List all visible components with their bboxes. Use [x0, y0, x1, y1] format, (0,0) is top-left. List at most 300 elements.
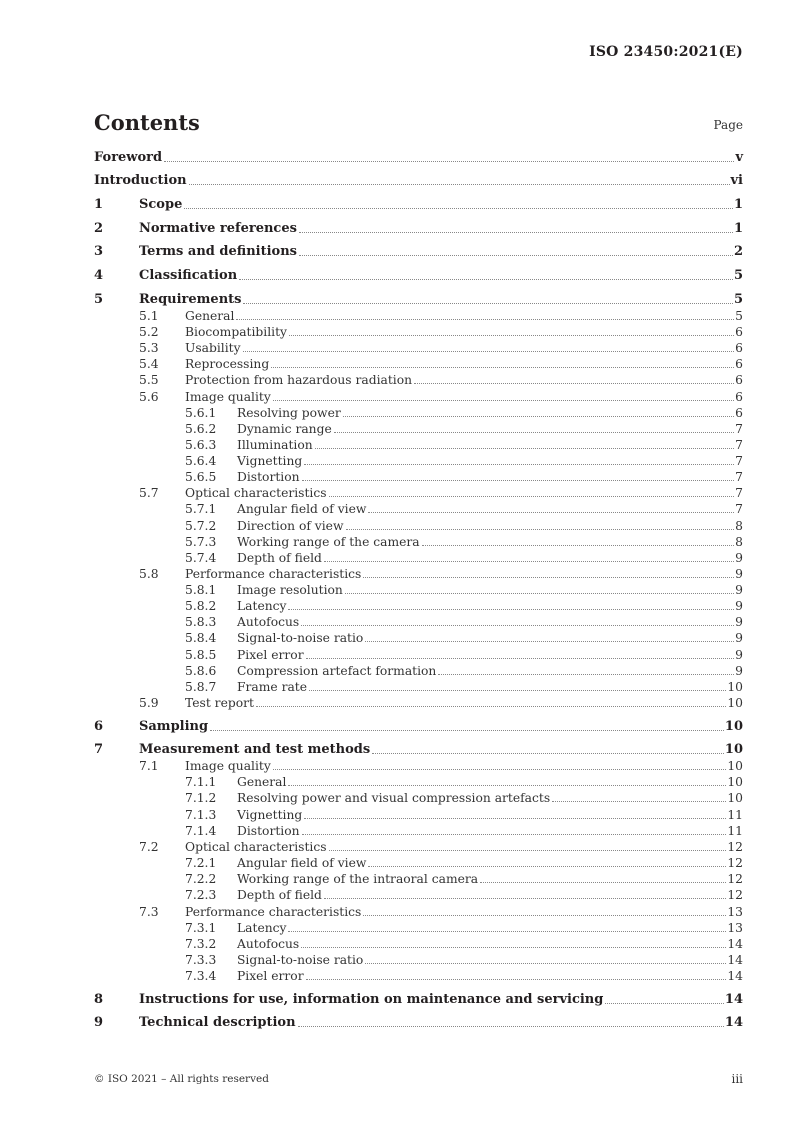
toc-entry-leader-line	[237, 534, 743, 550]
toc-entry-leader-line	[237, 469, 743, 485]
toc-entry-title[interactable]: Frame rate	[237, 680, 308, 694]
dot-leader	[306, 657, 735, 659]
footer-copyright: © ISO 2021 – All rights reserved	[94, 1073, 269, 1085]
toc-entry-number: 5.8.6	[185, 664, 217, 678]
dot-leader	[363, 914, 726, 916]
toc-entry-title[interactable]: Usability	[185, 341, 241, 355]
toc-entry[interactable]	[0, 614, 793, 630]
toc-entry-leader-line	[185, 758, 743, 774]
dot-leader	[289, 334, 734, 336]
toc-entry-number: 7.2.2	[185, 872, 217, 886]
toc-entry-page[interactable]: 9	[735, 599, 743, 613]
toc-entry-number: 5.6.1	[185, 406, 217, 420]
toc-entry-leader-line	[139, 992, 743, 1008]
document-id: ISO 23450:2021(E)	[589, 44, 743, 60]
toc-entry[interactable]	[0, 758, 793, 774]
toc-entry-title[interactable]: Signal-to-noise ratio	[237, 953, 364, 967]
toc-entry-title[interactable]: Distortion	[237, 824, 300, 838]
toc-entry-number: 7.2.1	[185, 856, 217, 870]
toc-entry-leader-line	[237, 598, 743, 614]
toc-entry-page[interactable]: vi	[730, 173, 743, 188]
dot-leader	[414, 382, 734, 384]
toc-entry-page[interactable]: 11	[727, 824, 743, 838]
toc-entry-title[interactable]: Instructions for use, information on maintenance and servicing	[139, 992, 604, 1007]
toc-entry[interactable]	[0, 221, 793, 237]
toc-entry-number: 7.3.2	[185, 937, 217, 951]
dot-leader	[304, 463, 734, 465]
toc-entry-number: 5.7.4	[185, 551, 217, 565]
toc-entry-title[interactable]: Distortion	[237, 470, 300, 484]
toc-entry-leader-line	[185, 839, 743, 855]
toc-entry-page[interactable]: 5	[733, 268, 743, 283]
toc-entry-number: 5.6.4	[185, 454, 217, 468]
toc-entry-number: 7.3.1	[185, 921, 217, 935]
toc-entry-number: 7.3	[139, 905, 159, 919]
toc-entry-number: 9	[94, 1015, 104, 1030]
toc-entry-leader-line	[237, 855, 743, 871]
toc-entry-title[interactable]: Reprocessing	[185, 357, 270, 371]
toc-entry-leader-line	[139, 244, 743, 260]
toc-entry-number: 5	[94, 292, 104, 307]
toc-entry[interactable]	[0, 630, 793, 646]
toc-entry[interactable]	[0, 518, 793, 534]
toc-entry[interactable]	[0, 437, 793, 453]
toc-entry-leader-line	[139, 1015, 743, 1031]
toc-entry-title[interactable]: Latency	[237, 921, 287, 935]
toc-entry-number: 7.2.3	[185, 888, 217, 902]
dot-leader	[309, 689, 726, 691]
toc-entry-page[interactable]: 14	[724, 992, 743, 1007]
toc-entry-number: 5.8.2	[185, 599, 217, 613]
toc-entry[interactable]	[0, 268, 793, 284]
toc-entry-number: 5.8	[139, 567, 159, 581]
toc-entry[interactable]	[0, 324, 793, 340]
toc-entry-page[interactable]: 7	[735, 422, 743, 436]
toc-entry-title[interactable]: Foreword	[94, 150, 163, 165]
toc-entry-number: 5.7.2	[185, 519, 217, 533]
toc-entry-title[interactable]: Vignetting	[237, 454, 303, 468]
toc-entry-page[interactable]: 12	[727, 840, 743, 854]
dot-leader	[288, 784, 726, 786]
toc-entry[interactable]	[0, 244, 793, 260]
dot-leader	[315, 447, 734, 449]
toc-entry[interactable]	[0, 340, 793, 356]
toc-entry-leader-line	[185, 566, 743, 582]
toc-entry-title[interactable]: Technical description	[139, 1015, 296, 1030]
toc-entry[interactable]	[0, 356, 793, 372]
toc-entry[interactable]	[0, 405, 793, 421]
dot-leader	[243, 302, 732, 304]
toc-entry-leader-line	[139, 292, 743, 308]
toc-entry-leader-line	[94, 173, 743, 189]
toc-entry-number: 5.3	[139, 341, 159, 355]
toc-entry[interactable]	[0, 663, 793, 679]
toc-entry-page[interactable]: 6	[735, 406, 743, 420]
toc-entry[interactable]	[0, 904, 793, 920]
toc-entry-leader-line	[139, 742, 743, 758]
toc-entry-page[interactable]: 11	[727, 808, 743, 822]
toc-entry-page[interactable]: 9	[735, 567, 743, 581]
dot-leader	[306, 978, 727, 980]
toc-entry-leader-line	[237, 871, 743, 887]
toc-entry-page[interactable]: 6	[735, 341, 743, 355]
toc-entry-number: 8	[94, 992, 104, 1007]
toc-entry-number: 5.8.5	[185, 648, 217, 662]
toc-entry-number: 7.1.4	[185, 824, 217, 838]
toc-entry-title[interactable]: Image resolution	[237, 583, 343, 597]
dot-leader	[334, 431, 734, 433]
toc-entry-number: 5.4	[139, 357, 159, 371]
toc-entry-page[interactable]: 10	[727, 791, 743, 805]
toc-entry-number: 1	[94, 197, 104, 212]
dot-leader	[372, 752, 724, 754]
dot-leader	[288, 608, 734, 610]
dot-leader	[236, 318, 734, 320]
toc-entry-leader-line	[139, 268, 743, 284]
toc-entry-leader-line	[237, 920, 743, 936]
toc-entry-leader-line	[185, 340, 743, 356]
dot-leader	[324, 897, 726, 899]
toc-entry-leader-line	[237, 968, 743, 984]
toc-entry-number: 5.7	[139, 486, 159, 500]
dot-leader	[184, 207, 733, 209]
toc-entry-title[interactable]: Classification	[139, 268, 238, 283]
toc-entry[interactable]	[0, 501, 793, 517]
toc-entry-number: 5.6.3	[185, 438, 217, 452]
toc-entry-page[interactable]: 1	[733, 197, 743, 212]
toc-entry-title[interactable]: Direction of view	[237, 519, 344, 533]
dot-leader	[365, 640, 734, 642]
toc-entry-leader-line	[237, 952, 743, 968]
toc-entry[interactable]	[0, 566, 793, 582]
toc-entry-leader-line	[237, 679, 743, 695]
toc-entry-title[interactable]: Autofocus	[237, 615, 300, 629]
toc-entry[interactable]	[0, 774, 793, 790]
toc-entry-title[interactable]: Pixel error	[237, 969, 304, 983]
toc-entry-title[interactable]: Scope	[139, 197, 183, 212]
toc-entry-number: 4	[94, 268, 104, 283]
toc-entry-title[interactable]: Performance characteristics	[185, 905, 362, 919]
toc-entry-number: 2	[94, 221, 104, 236]
toc-entry-page[interactable]: 2	[733, 244, 743, 259]
toc-entry[interactable]	[0, 421, 793, 437]
toc-entry[interactable]	[0, 372, 793, 388]
toc-entry-number: 5.7.3	[185, 535, 217, 549]
toc-entry[interactable]	[0, 839, 793, 855]
toc-entry-title[interactable]: Resolving power	[237, 406, 341, 420]
toc-entry[interactable]	[0, 647, 793, 663]
toc-entry-page[interactable]: 5	[733, 292, 743, 307]
dot-leader	[422, 544, 735, 546]
toc-entry[interactable]	[0, 150, 793, 166]
toc-entry[interactable]	[0, 807, 793, 823]
dot-leader	[302, 833, 727, 835]
toc-entry-page[interactable]: 1	[733, 221, 743, 236]
toc-entry-leader-line	[237, 614, 743, 630]
toc-entry-page[interactable]: 7	[735, 502, 743, 516]
toc-entry[interactable]	[0, 742, 793, 758]
toc-entry-leader-line	[237, 405, 743, 421]
toc-entry-title[interactable]: Depth of field	[237, 888, 322, 902]
toc-entry-leader-line	[237, 453, 743, 469]
dot-leader	[239, 278, 733, 280]
toc-entry-title[interactable]: Dynamic range	[237, 422, 332, 436]
toc-entry-number: 5.9	[139, 696, 159, 710]
toc-entry-page[interactable]: 10	[727, 696, 743, 710]
toc-entry-leader-line	[237, 421, 743, 437]
dot-leader	[302, 479, 735, 481]
toc-entry-leader-line	[237, 790, 743, 806]
toc-entry-number: 7.2	[139, 840, 159, 854]
toc-entry-page[interactable]: 6	[735, 373, 743, 387]
dot-leader	[368, 865, 726, 867]
toc-entry-page[interactable]: 14	[724, 1015, 743, 1030]
toc-entry-leader-line	[185, 324, 743, 340]
toc-entry-page[interactable]: 8	[735, 535, 743, 549]
toc-entry-page[interactable]: 10	[727, 680, 743, 694]
toc-entry-number: 3	[94, 244, 104, 259]
toc-entry[interactable]	[0, 308, 793, 324]
toc-entry-leader-line	[237, 518, 743, 534]
dot-leader	[329, 849, 727, 851]
toc-entry-number: 7.1.2	[185, 791, 217, 805]
toc-entry-leader-line	[237, 437, 743, 453]
toc-entry-leader-line	[237, 774, 743, 790]
toc-entry-number: 5.1	[139, 309, 159, 323]
toc-entry-title[interactable]: Performance characteristics	[185, 567, 362, 581]
toc-entry-number: 7.1	[139, 759, 159, 773]
toc-entry-page[interactable]: 7	[735, 438, 743, 452]
toc-entry-page[interactable]: 14	[727, 953, 743, 967]
dot-leader	[329, 495, 735, 497]
toc-entry-leader-line	[185, 372, 743, 388]
toc-entry-page[interactable]: 12	[727, 872, 743, 886]
toc-entry-number: 7.3.4	[185, 969, 217, 983]
toc-entry-page[interactable]: 9	[735, 631, 743, 645]
toc-entry-title[interactable]: General	[237, 775, 287, 789]
dot-leader	[301, 946, 726, 948]
toc-entry-leader-line	[185, 485, 743, 501]
dot-leader	[273, 768, 727, 770]
toc-entry[interactable]	[0, 790, 793, 806]
dot-leader	[345, 592, 734, 594]
toc-entry[interactable]	[0, 936, 793, 952]
toc-entry[interactable]	[0, 197, 793, 213]
page-column-label: Page	[713, 118, 743, 132]
toc-entry-title[interactable]: Signal-to-noise ratio	[237, 631, 364, 645]
toc-entry-number: 5.6.5	[185, 470, 217, 484]
toc-entry[interactable]	[0, 952, 793, 968]
toc-entry-page[interactable]: 10	[724, 719, 743, 734]
toc-entry-page[interactable]: 6	[735, 390, 743, 404]
toc-entry-leader-line	[237, 647, 743, 663]
toc-entry-page[interactable]: 9	[735, 648, 743, 662]
dot-leader	[210, 729, 724, 731]
toc-entry-title[interactable]: Working range of the camera	[237, 535, 420, 549]
toc-entry-title[interactable]: Terms and definitions	[139, 244, 297, 259]
toc-entry-title[interactable]: Image quality	[185, 759, 271, 773]
toc-entry-title[interactable]: Optical characteristics	[185, 840, 327, 854]
toc-entry-page[interactable]: 6	[735, 325, 743, 339]
footer-page-number: iii	[731, 1072, 743, 1086]
dot-leader	[365, 962, 726, 964]
toc-entry-number: 7.1.1	[185, 775, 217, 789]
dot-leader	[552, 800, 726, 802]
dot-leader	[298, 1025, 724, 1027]
toc-entry-title[interactable]: Optical characteristics	[185, 486, 327, 500]
toc-entry-leader-line	[185, 904, 743, 920]
dot-leader	[346, 528, 735, 530]
toc-entry[interactable]	[0, 887, 793, 903]
toc-entry[interactable]	[0, 992, 793, 1008]
toc-entry[interactable]	[0, 920, 793, 936]
toc-entry-title[interactable]: General	[185, 309, 235, 323]
toc-entry[interactable]	[0, 679, 793, 695]
toc-entry-title[interactable]: Image quality	[185, 390, 271, 404]
toc-entry-leader-line	[237, 823, 743, 839]
toc-entry[interactable]	[0, 968, 793, 984]
dot-leader	[189, 183, 730, 185]
toc-entry-page[interactable]: 14	[727, 969, 743, 983]
page-title: Contents	[94, 110, 200, 135]
dot-leader	[256, 705, 726, 707]
toc-entry-title[interactable]: Test report	[185, 696, 254, 710]
dot-leader	[363, 576, 734, 578]
toc-entry[interactable]	[0, 1015, 793, 1031]
toc-entry-leader-line	[185, 356, 743, 372]
toc-entry-leader-line	[237, 807, 743, 823]
toc-entry-page[interactable]: 13	[727, 921, 743, 935]
toc-entry-number: 5.6	[139, 390, 159, 404]
dot-leader	[368, 511, 734, 513]
dot-leader	[271, 366, 734, 368]
toc-entry-leader-line	[139, 197, 743, 213]
toc-entry-leader-line	[237, 630, 743, 646]
toc-entry-page[interactable]: 6	[735, 357, 743, 371]
dot-leader	[299, 254, 733, 256]
toc-entry-title[interactable]: Angular field of view	[237, 502, 367, 516]
toc-entry-leader-line	[185, 695, 743, 711]
toc-entry[interactable]	[0, 173, 793, 189]
toc-entry[interactable]	[0, 871, 793, 887]
toc-entry-page[interactable]: 13	[727, 905, 743, 919]
toc-entry-page[interactable]: 8	[735, 519, 743, 533]
dot-leader	[343, 415, 734, 417]
toc-entry-title[interactable]: Latency	[237, 599, 287, 613]
toc-entry-number: 5.8.7	[185, 680, 217, 694]
toc-entry-title[interactable]: Illumination	[237, 438, 313, 452]
toc-entry[interactable]	[0, 292, 793, 308]
toc-entry[interactable]	[0, 453, 793, 469]
toc-entry-title[interactable]: Angular field of view	[237, 856, 367, 870]
toc-entry-title[interactable]: Sampling	[139, 719, 209, 734]
toc-entry-leader-line	[237, 663, 743, 679]
toc-entry[interactable]	[0, 389, 793, 405]
toc-entry-title[interactable]: Compression artefact formation	[237, 664, 437, 678]
toc-entry[interactable]	[0, 719, 793, 735]
toc-entry-title[interactable]: Depth of field	[237, 551, 322, 565]
toc-entry-page[interactable]: 9	[735, 615, 743, 629]
toc-entry[interactable]	[0, 534, 793, 550]
toc-entry-page[interactable]: 10	[724, 742, 743, 757]
toc-entry-number: 5.5	[139, 373, 159, 387]
dot-leader	[301, 624, 734, 626]
dot-leader	[164, 160, 734, 162]
toc-entry-page[interactable]: 5	[735, 309, 743, 323]
toc-entry-page[interactable]: 14	[727, 937, 743, 951]
toc-entry-title[interactable]: Biocompatibility	[185, 325, 287, 339]
toc-entry-page[interactable]: v	[735, 150, 743, 165]
toc-entry[interactable]	[0, 855, 793, 871]
dot-leader	[273, 399, 734, 401]
toc-entry[interactable]	[0, 598, 793, 614]
toc-entry-number: 7	[94, 742, 104, 757]
toc-entry-number: 5.6.2	[185, 422, 217, 436]
toc-entry-leader-line	[139, 719, 743, 735]
toc-entry-title[interactable]: Requirements	[139, 292, 242, 307]
toc-entry-leader-line	[237, 501, 743, 517]
toc-entry-title[interactable]: Introduction	[94, 173, 187, 188]
dot-leader	[605, 1002, 724, 1004]
toc-entry-number: 7.1.3	[185, 808, 217, 822]
toc-entry-page[interactable]: 10	[727, 759, 743, 773]
toc-entry-title[interactable]: Autofocus	[237, 937, 300, 951]
toc-entry-page[interactable]: 12	[727, 888, 743, 902]
toc-entry-page[interactable]: 7	[735, 470, 743, 484]
toc-entry-page[interactable]: 7	[735, 454, 743, 468]
dot-leader	[299, 231, 733, 233]
toc-entry-leader-line	[185, 308, 743, 324]
toc-entry[interactable]	[0, 550, 793, 566]
dot-leader	[480, 881, 726, 883]
toc-entry-number: 6	[94, 719, 104, 734]
toc-entry-number: 5.8.1	[185, 583, 217, 597]
toc-entry-title[interactable]: Working range of the intraoral camera	[237, 872, 479, 886]
dot-leader	[304, 817, 726, 819]
toc-entry-number: 5.8.4	[185, 631, 217, 645]
toc-entry-page[interactable]: 9	[735, 583, 743, 597]
toc-entry-page[interactable]: 9	[735, 664, 743, 678]
toc-entry-leader-line	[237, 936, 743, 952]
toc-entry-number: 7.3.3	[185, 953, 217, 967]
dot-leader	[288, 930, 726, 932]
toc-entry-title[interactable]: Normative references	[139, 221, 297, 236]
toc-entry-page[interactable]: 12	[727, 856, 743, 870]
toc-entry-title[interactable]: Resolving power and visual compression artefacts	[237, 791, 551, 805]
dot-leader	[243, 350, 735, 352]
toc-entry[interactable]	[0, 695, 793, 711]
toc-entry-page[interactable]: 9	[735, 551, 743, 565]
toc-entry-page[interactable]: 10	[727, 775, 743, 789]
toc-entry-title[interactable]: Pixel error	[237, 648, 304, 662]
toc-entry-leader-line	[94, 150, 743, 166]
toc-entry-page[interactable]: 7	[735, 486, 743, 500]
toc-entry-title[interactable]: Vignetting	[237, 808, 303, 822]
toc-entry[interactable]	[0, 823, 793, 839]
dot-leader	[438, 673, 734, 675]
toc-entry[interactable]	[0, 582, 793, 598]
toc-entry-number: 5.7.1	[185, 502, 217, 516]
toc-entry-leader-line	[237, 550, 743, 566]
toc-entry-leader-line	[237, 582, 743, 598]
dot-leader	[324, 560, 734, 562]
toc-entry-title[interactable]: Measurement and test methods	[139, 742, 371, 757]
toc-entry[interactable]	[0, 469, 793, 485]
toc-entry-title[interactable]: Protection from hazardous radiation	[185, 373, 413, 387]
toc-entry-number: 5.8.3	[185, 615, 217, 629]
toc-entry-number: 5.2	[139, 325, 159, 339]
toc-entry[interactable]	[0, 485, 793, 501]
